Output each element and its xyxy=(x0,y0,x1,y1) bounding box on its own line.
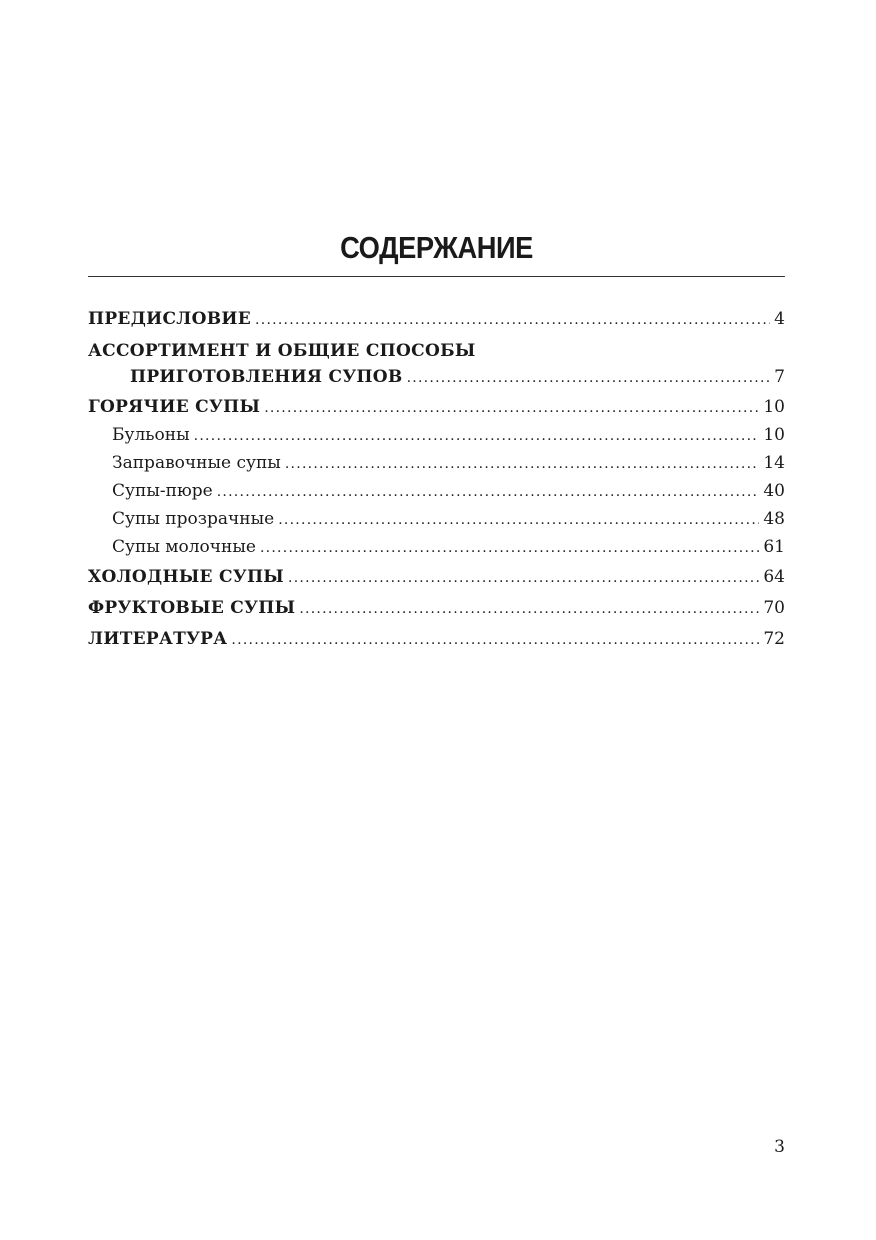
toc-entry-page: 70 xyxy=(763,598,785,618)
toc-entry-page: 10 xyxy=(763,397,785,417)
toc-entry-label: ЛИТЕРАТУРА xyxy=(88,629,228,649)
toc-entry-page: 64 xyxy=(763,567,785,587)
toc-entry-assortment[interactable] xyxy=(88,338,785,364)
dot-leader xyxy=(285,451,760,477)
toc-entry-page: 4 xyxy=(774,309,785,329)
toc-entry-label: Заправочные супы xyxy=(112,453,281,473)
toc-entry-literature[interactable] xyxy=(88,626,785,652)
dot-leader xyxy=(217,479,760,505)
toc-entry-label: АССОРТИМЕНТ И ОБЩИЕ СПОСОБЫ xyxy=(88,341,476,361)
toc-entry-page: 10 xyxy=(763,425,785,445)
toc-entry-page: 72 xyxy=(763,629,785,649)
toc-entry-page: 61 xyxy=(763,537,785,557)
toc-entry-preface[interactable] xyxy=(88,306,785,332)
toc-entry-cold-soups[interactable] xyxy=(88,564,785,590)
toc-entry-broths[interactable] xyxy=(112,422,785,448)
toc-entry-page: 40 xyxy=(763,481,785,501)
toc-entry-label: ГОРЯЧИЕ СУПЫ xyxy=(88,397,261,417)
toc-entry-label: Супы молочные xyxy=(112,537,256,557)
toc-entry-label: ПРЕДИСЛОВИЕ xyxy=(88,309,252,329)
dot-leader xyxy=(264,395,759,421)
toc-entry-page: 48 xyxy=(763,509,785,529)
toc-entry-label: ФРУКТОВЫЕ СУПЫ xyxy=(88,598,296,618)
toc-entry-label: Супы прозрачные xyxy=(112,509,275,529)
dot-leader xyxy=(194,423,760,449)
dot-leader xyxy=(231,627,759,653)
toc-entry-dressing-soups[interactable] xyxy=(112,450,785,476)
toc-entry-page: 14 xyxy=(763,453,785,473)
dot-leader xyxy=(407,365,771,391)
page-title: СОДЕРЖАНИЕ xyxy=(340,230,533,265)
toc-entry-fruit-soups[interactable] xyxy=(88,595,785,621)
toc-entry-label: Бульоны xyxy=(112,425,190,445)
dot-leader xyxy=(278,507,759,533)
dot-leader xyxy=(255,307,770,333)
toc-entry-page: 7 xyxy=(774,367,785,387)
toc-entry-label: ХОЛОДНЫЕ СУПЫ xyxy=(88,567,285,587)
toc-entry-puree-soups[interactable] xyxy=(112,478,785,504)
toc-entry-milk-soups[interactable] xyxy=(112,534,785,560)
toc-entry-hot-soups[interactable] xyxy=(88,394,785,420)
toc-entry-clear-soups[interactable] xyxy=(112,506,785,532)
dot-leader xyxy=(288,565,759,591)
page-number: 3 xyxy=(774,1137,785,1157)
toc-entry-label: Супы-пюре xyxy=(112,481,213,501)
toc-entry-label: ПРИГОТОВЛЕНИЯ СУПОВ xyxy=(130,367,403,387)
title-rule xyxy=(88,276,785,277)
dot-leader xyxy=(299,596,759,622)
dot-leader xyxy=(260,535,759,561)
toc-entry-assortment-cont[interactable] xyxy=(130,364,785,390)
